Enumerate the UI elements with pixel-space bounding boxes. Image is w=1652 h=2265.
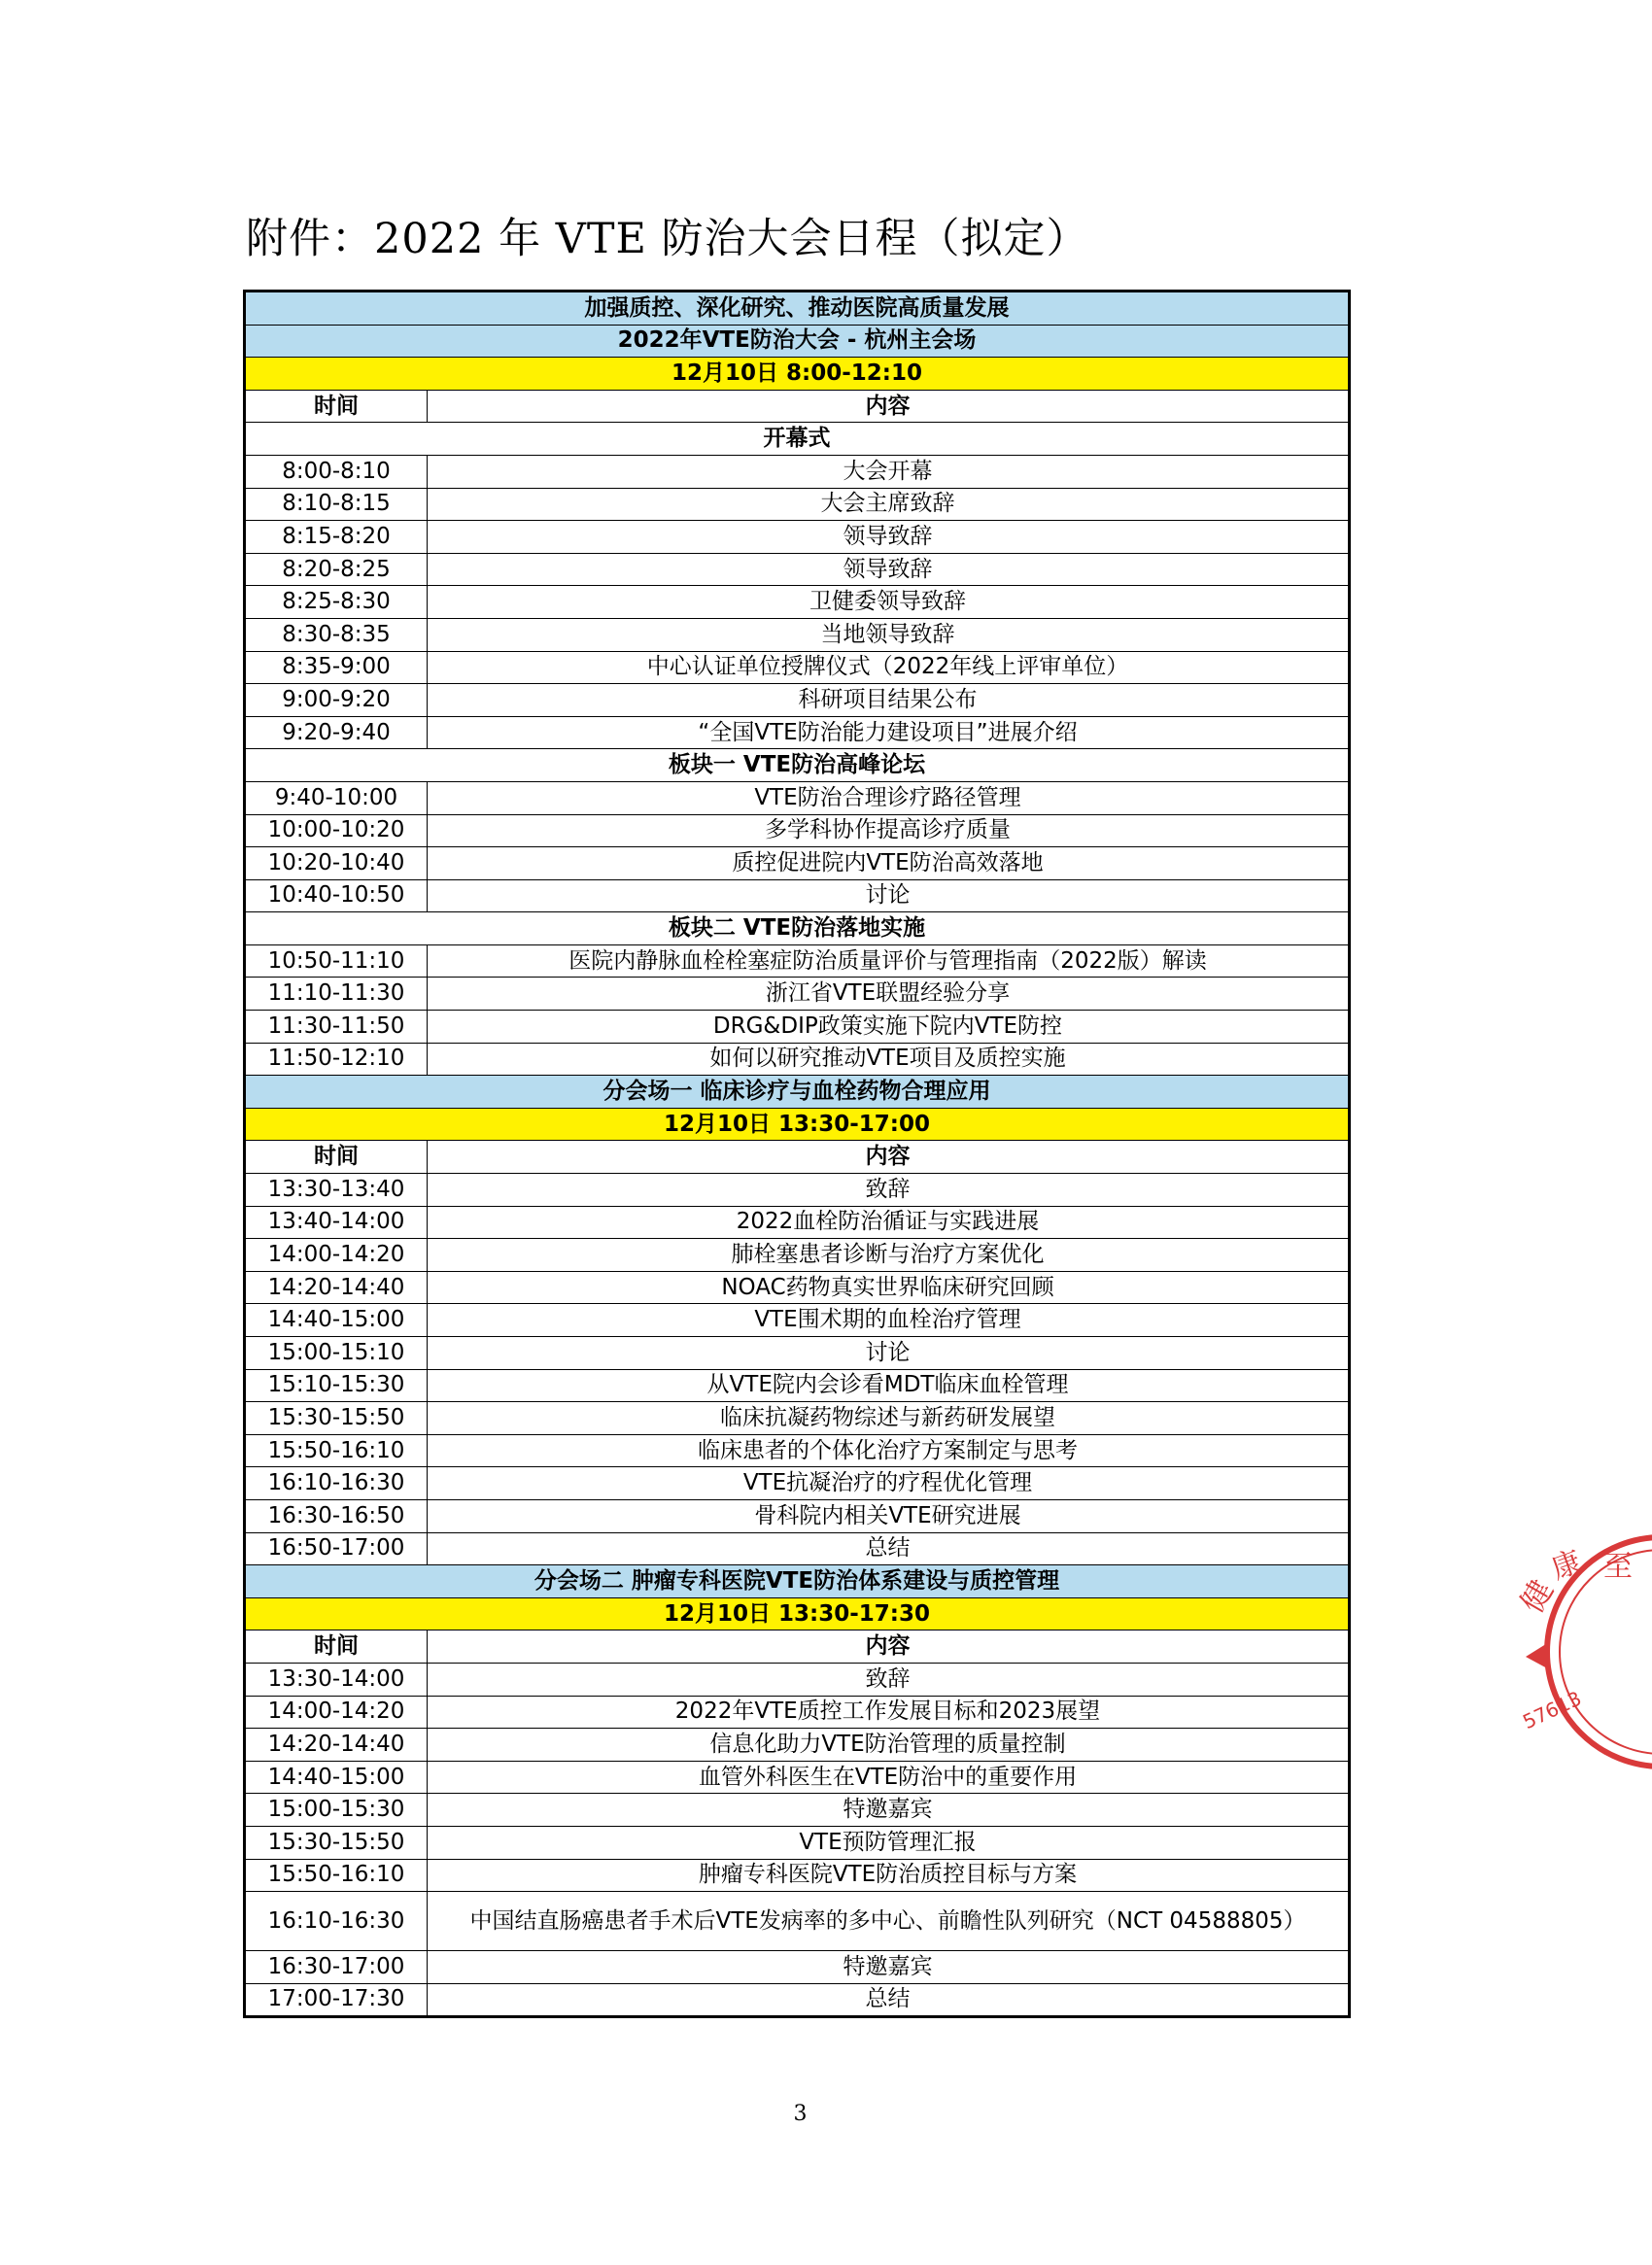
- content-cell: 肿瘤专科医院VTE防治质控目标与方案: [428, 1859, 1350, 1892]
- section-row: [245, 423, 1350, 456]
- time-cell: 16:10-16:30: [245, 1892, 428, 1951]
- time-cell: 13:40-14:00: [245, 1206, 428, 1239]
- time-cell: 9:40-10:00: [245, 781, 428, 814]
- schedule-row: [245, 1174, 1350, 1207]
- schedule-row: [245, 1011, 1350, 1044]
- content-cell: 讨论: [428, 1337, 1350, 1370]
- content-cell: 血管外科医生在VTE防治中的重要作用: [428, 1761, 1350, 1794]
- session-title-row: [245, 1565, 1350, 1598]
- content-cell: 领导致辞: [428, 521, 1350, 554]
- section-block2: 板块二 VTE防治落地实施: [245, 912, 1350, 945]
- schedule-row: [245, 1729, 1350, 1762]
- content-cell: 如何以研究推动VTE项目及质控实施: [428, 1043, 1350, 1076]
- time-cell: 14:00-14:20: [245, 1239, 428, 1272]
- content-cell: 领导致辞: [428, 553, 1350, 586]
- schedule-row: [245, 1043, 1350, 1076]
- header-time: 时间: [245, 390, 428, 423]
- time-cell: 14:40-15:00: [245, 1304, 428, 1337]
- schedule-row: [245, 1304, 1350, 1337]
- content-cell: 信息化助力VTE防治管理的质量控制: [428, 1729, 1350, 1762]
- red-seal-stamp: [1513, 1544, 1652, 1739]
- document-title: 附件：2022 年 VTE 防治大会日程（拟定）: [246, 215, 1089, 263]
- schedule-row: [245, 1859, 1350, 1892]
- time-cell: 15:30-15:50: [245, 1826, 428, 1859]
- svg-text:57613: 57613: [1519, 1686, 1586, 1734]
- content-cell: 多学科协作提高诊疗质量: [428, 814, 1350, 847]
- schedule-row: [245, 814, 1350, 847]
- content-cell: 大会主席致辞: [428, 488, 1350, 521]
- content-cell: 致辞: [428, 1663, 1350, 1696]
- page-number: 3: [793, 2102, 808, 2126]
- column-header-row: [245, 1141, 1350, 1174]
- schedule-row: [245, 1794, 1350, 1827]
- content-cell: 浙江省VTE联盟经验分享: [428, 978, 1350, 1011]
- schedule-row: [245, 1663, 1350, 1696]
- schedule-row: [245, 1239, 1350, 1272]
- time-cell: 16:30-17:00: [245, 1951, 428, 1984]
- schedule-table: [243, 290, 1351, 2018]
- time-cell: 15:10-15:30: [245, 1369, 428, 1402]
- session3-date: 12月10日 13:30-17:30: [245, 1597, 1350, 1630]
- content-cell: VTE围术期的血栓治疗管理: [428, 1304, 1350, 1337]
- table-title-line2: 2022年VTE防治大会 - 杭州主会场: [245, 325, 1350, 358]
- time-cell: 14:20-14:40: [245, 1729, 428, 1762]
- schedule-row: [245, 1892, 1350, 1951]
- content-cell: 总结: [428, 1983, 1350, 2017]
- time-cell: 8:30-8:35: [245, 618, 428, 651]
- session2-date: 12月10日 13:30-17:00: [245, 1108, 1350, 1141]
- time-cell: 8:35-9:00: [245, 651, 428, 684]
- schedule-row: [245, 618, 1350, 651]
- time-cell: 10:40-10:50: [245, 879, 428, 912]
- session-date-row: [245, 1597, 1350, 1630]
- content-cell: VTE预防管理汇报: [428, 1826, 1350, 1859]
- column-header-row: [245, 390, 1350, 423]
- svg-text:康: 康: [1547, 1544, 1587, 1587]
- content-cell: NOAC药物真实世界临床研究回顾: [428, 1271, 1350, 1304]
- time-cell: 16:50-17:00: [245, 1532, 428, 1565]
- content-cell: 从VTE院内会诊看MDT临床血栓管理: [428, 1369, 1350, 1402]
- content-cell: 临床抗凝药物综述与新药研发展望: [428, 1402, 1350, 1435]
- content-cell: 致辞: [428, 1174, 1350, 1207]
- section-row: [245, 912, 1350, 945]
- time-cell: 15:50-16:10: [245, 1434, 428, 1467]
- time-cell: 8:10-8:15: [245, 488, 428, 521]
- schedule-row: [245, 716, 1350, 749]
- header-content: 内容: [428, 1141, 1350, 1174]
- schedule-row: [245, 944, 1350, 978]
- time-cell: 8:15-8:20: [245, 521, 428, 554]
- content-cell: 特邀嘉宾: [428, 1951, 1350, 1984]
- time-cell: 15:30-15:50: [245, 1402, 428, 1435]
- content-cell: 总结: [428, 1532, 1350, 1565]
- time-cell: 14:00-14:20: [245, 1696, 428, 1729]
- content-cell: VTE防治合理诊疗路径管理: [428, 781, 1350, 814]
- time-cell: 10:00-10:20: [245, 814, 428, 847]
- table-title-line1: 加强质控、深化研究、推动医院高质量发展: [245, 292, 1350, 326]
- svg-text:至: 至: [1603, 1550, 1633, 1584]
- content-cell: DRG&DIP政策实施下院内VTE防控: [428, 1011, 1350, 1044]
- schedule-row: [245, 553, 1350, 586]
- content-cell: 肺栓塞患者诊断与治疗方案优化: [428, 1239, 1350, 1272]
- schedule-row: [245, 978, 1350, 1011]
- time-cell: 13:30-14:00: [245, 1663, 428, 1696]
- time-cell: 9:00-9:20: [245, 684, 428, 717]
- schedule-row: [245, 586, 1350, 619]
- content-cell: 讨论: [428, 879, 1350, 912]
- schedule-row: [245, 1402, 1350, 1435]
- table-title-row: [245, 292, 1350, 326]
- content-cell: VTE抗凝治疗的疗程优化管理: [428, 1467, 1350, 1500]
- session-title-row: [245, 1076, 1350, 1109]
- content-cell: 2022年VTE质控工作发展目标和2023展望: [428, 1696, 1350, 1729]
- schedule-row: [245, 1826, 1350, 1859]
- content-cell: 中国结直肠癌患者手术后VTE发病率的多中心、前瞻性队列研究（NCT 04588805）: [428, 1892, 1350, 1951]
- time-cell: 15:00-15:10: [245, 1337, 428, 1370]
- content-cell: 科研项目结果公布: [428, 684, 1350, 717]
- section-opening: 开幕式: [245, 423, 1350, 456]
- time-cell: 8:00-8:10: [245, 455, 428, 488]
- header-content: 内容: [428, 1630, 1350, 1664]
- schedule-row: [245, 1206, 1350, 1239]
- table-title-row: [245, 325, 1350, 358]
- time-cell: 14:20-14:40: [245, 1271, 428, 1304]
- schedule-row: [245, 1499, 1350, 1532]
- schedule-row: [245, 684, 1350, 717]
- content-cell: 临床患者的个体化治疗方案制定与思考: [428, 1434, 1350, 1467]
- time-cell: 16:10-16:30: [245, 1467, 428, 1500]
- content-cell: 2022血栓防治循证与实践进展: [428, 1206, 1350, 1239]
- schedule-row: [245, 1467, 1350, 1500]
- time-cell: 15:00-15:30: [245, 1794, 428, 1827]
- schedule-row: [245, 781, 1350, 814]
- session1-date: 12月10日 8:00-12:10: [245, 358, 1350, 391]
- content-cell: 大会开幕: [428, 455, 1350, 488]
- time-cell: 11:50-12:10: [245, 1043, 428, 1076]
- time-cell: 9:20-9:40: [245, 716, 428, 749]
- header-time: 时间: [245, 1630, 428, 1664]
- schedule-row: [245, 455, 1350, 488]
- schedule-row: [245, 1369, 1350, 1402]
- content-cell: 当地领导致辞: [428, 618, 1350, 651]
- session-date-row: [245, 358, 1350, 391]
- content-cell: “全国VTE防治能力建设项目”进展介绍: [428, 716, 1350, 749]
- time-cell: 8:25-8:30: [245, 586, 428, 619]
- header-time: 时间: [245, 1141, 428, 1174]
- schedule-row: [245, 1434, 1350, 1467]
- header-content: 内容: [428, 390, 1350, 423]
- schedule-row: [245, 1761, 1350, 1794]
- schedule-row: [245, 1337, 1350, 1370]
- content-cell: 卫健委领导致辞: [428, 586, 1350, 619]
- content-cell: 骨科院内相关VTE研究进展: [428, 1499, 1350, 1532]
- schedule-row: [245, 1271, 1350, 1304]
- schedule-row: [245, 1983, 1350, 2017]
- schedule-row: [245, 1951, 1350, 1984]
- session2-title: 分会场一 临床诊疗与血栓药物合理应用: [245, 1076, 1350, 1109]
- time-cell: 14:40-15:00: [245, 1761, 428, 1794]
- time-cell: 16:30-16:50: [245, 1499, 428, 1532]
- time-cell: 11:10-11:30: [245, 978, 428, 1011]
- schedule-row: [245, 1532, 1350, 1565]
- column-header-row: [245, 1630, 1350, 1664]
- time-cell: 10:20-10:40: [245, 847, 428, 880]
- time-cell: 15:50-16:10: [245, 1859, 428, 1892]
- time-cell: 13:30-13:40: [245, 1174, 428, 1207]
- content-cell: 特邀嘉宾: [428, 1794, 1350, 1827]
- section-row: [245, 749, 1350, 782]
- time-cell: 11:30-11:50: [245, 1011, 428, 1044]
- schedule-row: [245, 1696, 1350, 1729]
- content-cell: 医院内静脉血栓栓塞症防治质量评价与管理指南（2022版）解读: [428, 944, 1350, 978]
- section-block1: 板块一 VTE防治高峰论坛: [245, 749, 1350, 782]
- session3-title: 分会场二 肿瘤专科医院VTE防治体系建设与质控管理: [245, 1565, 1350, 1598]
- schedule-row: [245, 651, 1350, 684]
- svg-text:健: 健: [1513, 1573, 1561, 1620]
- time-cell: 8:20-8:25: [245, 553, 428, 586]
- schedule-row: [245, 488, 1350, 521]
- content-cell: 中心认证单位授牌仪式（2022年线上评审单位）: [428, 651, 1350, 684]
- time-cell: 10:50-11:10: [245, 944, 428, 978]
- session-date-row: [245, 1108, 1350, 1141]
- schedule-row: [245, 879, 1350, 912]
- time-cell: 17:00-17:30: [245, 1983, 428, 2017]
- schedule-row: [245, 847, 1350, 880]
- content-cell: 质控促进院内VTE防治高效落地: [428, 847, 1350, 880]
- schedule-row: [245, 521, 1350, 554]
